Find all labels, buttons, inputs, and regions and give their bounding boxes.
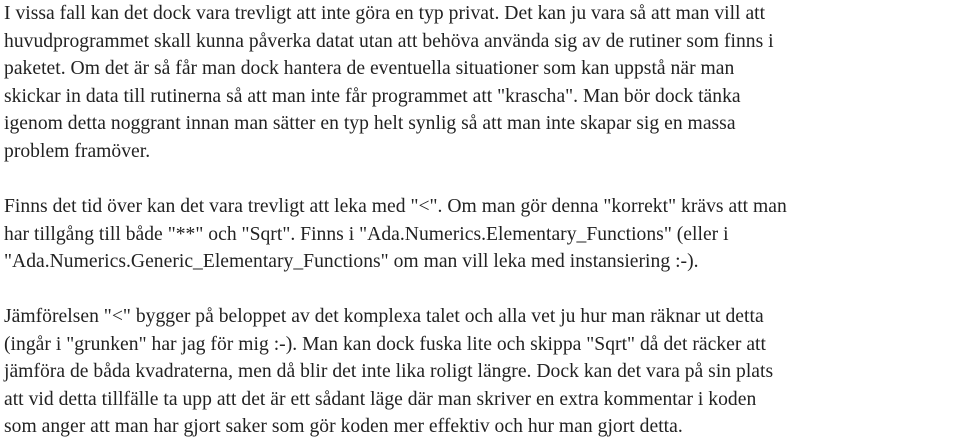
text-line: jämföra de båda kvadraterna, men då blir det inte lika roligt längre. Dock kan det vara på sin plats [4, 361, 774, 383]
text-line: paketet. Om det är så får man dock hantera de eventuella situationer som kan uppstå när man [4, 58, 735, 80]
text-line: har tillgång till både "**" och "Sqrt". Finns i "Ada.Numerics.Elementary_Functions" (eller i [4, 223, 729, 245]
text-line: skickar in data till rutinerna så att man inte får programmet att "krascha". Man bör dock tänka [4, 85, 741, 107]
text-line: som anger att man har gjort saker som gör koden mer effektiv och hur man gjort detta. [4, 416, 683, 438]
text-line: att vid detta tillfälle ta upp att det är ett sådant läge där man skriver en extra kommentar i koden [4, 388, 757, 410]
text-line: Jämförelsen "<" bygger på beloppet av det komplexa talet och alla vet ju hur man räknar ut detta [4, 306, 764, 327]
text-line: (ingår i "grunken" har jag för mig :-). Man kan dock fuska lite och skippa "Sqrt" då det räcker att [4, 333, 766, 355]
text-line: Finns det tid över kan det vara trevligt att leka med "<". Om man gör denna "korrekt" krävs att man [4, 196, 787, 217]
paragraph-less-than-operator [4, 193, 787, 276]
paragraph-private-type [4, 0, 774, 166]
text-line: "Ada.Numerics.Generic_Elementary_Functions" om man vill leka med instansiering :-). [4, 251, 699, 273]
text-line: huvudprogrammet skall kunna påverka datat utan att behöva använda sig av de rutiner som finns i [4, 30, 774, 52]
paragraph-comparison [4, 303, 773, 441]
text-line: I vissa fall kan det dock vara trevligt att inte göra en typ privat. Det kan ju vara så att man vill att [4, 3, 766, 24]
text-line: igenom detta noggrant innan man sätter en typ helt synlig så att man inte skapar sig en massa [4, 113, 736, 135]
text-line: problem framöver. [4, 140, 151, 162]
